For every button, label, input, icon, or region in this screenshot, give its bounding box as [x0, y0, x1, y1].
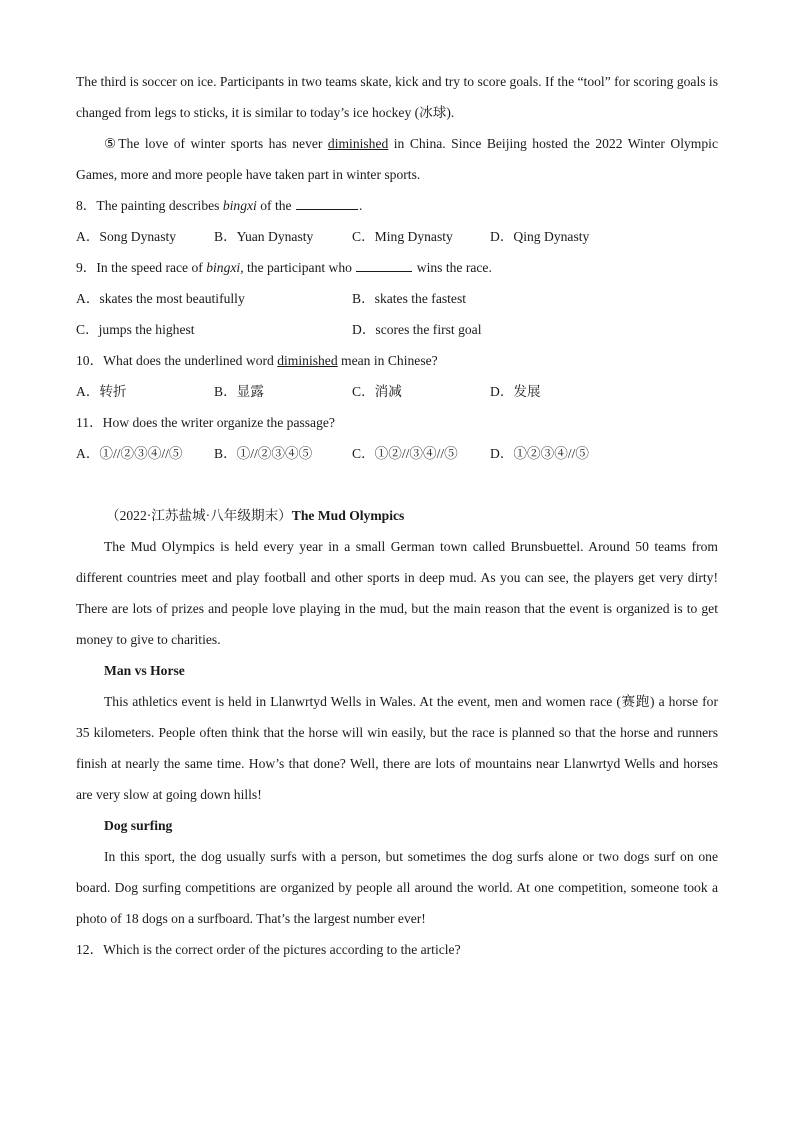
- q8-stem-middle: of the: [256, 198, 292, 213]
- q9-stem-end: wins the race.: [413, 260, 492, 275]
- q9-stem-italic: bingxi,: [206, 260, 244, 275]
- question-10-options: [76, 376, 718, 407]
- underlined-word-diminished: diminished: [327, 136, 389, 151]
- answer-blank: [296, 197, 358, 210]
- q9-stem-start: 9．In the speed race of: [76, 260, 207, 275]
- q10-stem-start: 10．What does the underlined word: [76, 353, 278, 368]
- question-8-options: [76, 221, 718, 252]
- question-12-stem: 12．Which is the correct order of the pictures according to the article?: [76, 942, 461, 957]
- q8-option-b[interactable]: B．Yuan Dynasty: [214, 229, 314, 244]
- q8-stem-end: .: [358, 198, 363, 213]
- passage-title: The Mud Olympics: [291, 508, 405, 523]
- q11-option-b[interactable]: B．①//②③④⑤: [214, 446, 313, 461]
- q10-option-c[interactable]: C．消减: [352, 384, 402, 399]
- q8-option-a[interactable]: A．Song Dynasty: [76, 229, 177, 244]
- question-9-options-row-1: [76, 283, 718, 314]
- section-gap: [76, 469, 718, 500]
- q9-option-b[interactable]: B．skates the fastest: [352, 291, 467, 306]
- q10-option-a[interactable]: A．转折: [76, 384, 127, 399]
- paragraph-5: [76, 128, 718, 190]
- q8-stem-start: 8．The painting describes: [76, 198, 223, 213]
- question-9-options-row-2: [76, 314, 718, 345]
- q9-option-d[interactable]: D．scores the first goal: [352, 322, 482, 337]
- passage-2-paragraph-1: The Mud Olympics is held every year in a small German town called Brunsbuettel. Around 50 teams from different countries meet and play football and other sports in deep mud. As you can see, the players get very dirty! There are lots of prizes and people love playing in the mud, but the main reason that the event is organized is to get money to give to charities.: [76, 539, 718, 647]
- question-8-stem: [76, 190, 718, 221]
- paragraph-5-text-end: in China. Since Beijing hosted the 2022 Winter Olympic Games, more and more people have taken part in winter sports.: [76, 136, 718, 182]
- document-page: [76, 66, 718, 965]
- q11-option-d[interactable]: D．①②③④//⑤: [490, 446, 589, 461]
- paragraph-third-sport: The third is soccer on ice. Participants in two teams skate, kick and try to score goals. If the “tool” for scoring goals is changed from legs to sticks, it is similar to today’s ice hockey (冰球).: [76, 74, 718, 120]
- q8-option-d[interactable]: D．Qing Dynasty: [490, 229, 590, 244]
- passage-source: （2022·江苏盐城·八年级期末）: [106, 508, 292, 523]
- answer-blank: [356, 259, 412, 272]
- q10-underlined-word: diminished: [277, 353, 338, 368]
- passage-2-header: [76, 500, 718, 531]
- question-11-stem: 11．How does the writer organize the passage?: [76, 415, 335, 430]
- section-heading-dog-surfing: Dog surfing: [104, 818, 173, 833]
- q8-option-c[interactable]: C．Ming Dynasty: [352, 229, 453, 244]
- question-10-stem: [76, 345, 718, 376]
- q10-stem-end: mean in Chinese?: [337, 353, 438, 368]
- q11-option-c[interactable]: C．①②//③④//⑤: [352, 446, 458, 461]
- q9-option-c[interactable]: C．jumps the highest: [76, 322, 195, 337]
- passage-2-paragraph-3: In this sport, the dog usually surfs with a person, but sometimes the dog surfs alone or two dogs surf on one board. Dog surfing competitions are organized by people all around the world. At one competition, someone took a photo of 18 dogs on a surfboard. That’s the largest number ever!: [76, 849, 718, 926]
- q11-option-a[interactable]: A．①//②③④//⑤: [76, 446, 183, 461]
- q9-stem-middle: the participant who: [243, 260, 352, 275]
- section-heading-man-vs-horse: Man vs Horse: [104, 663, 185, 678]
- q10-option-b[interactable]: B．显露: [214, 384, 264, 399]
- paragraph-5-text-start: ⑤The love of winter sports has never: [104, 136, 328, 151]
- q9-option-a[interactable]: A．skates the most beautifully: [76, 291, 245, 306]
- question-9-stem: [76, 252, 718, 283]
- passage-2-paragraph-2: This athletics event is held in Llanwrtyd Wells in Wales. At the event, men and women race (赛跑) a horse for 35 kilometers. People often think that the horse will win easily, but the race is planned so that the horse and runners finish at nearly the same time. How’s that done? Well, there are lots of mountains near Llanwrtyd Wells and horses are very slow at going down hills!: [76, 694, 718, 802]
- q10-option-d[interactable]: D．发展: [490, 384, 541, 399]
- q8-stem-italic: bingxi: [222, 198, 257, 213]
- question-11-options: [76, 438, 718, 469]
